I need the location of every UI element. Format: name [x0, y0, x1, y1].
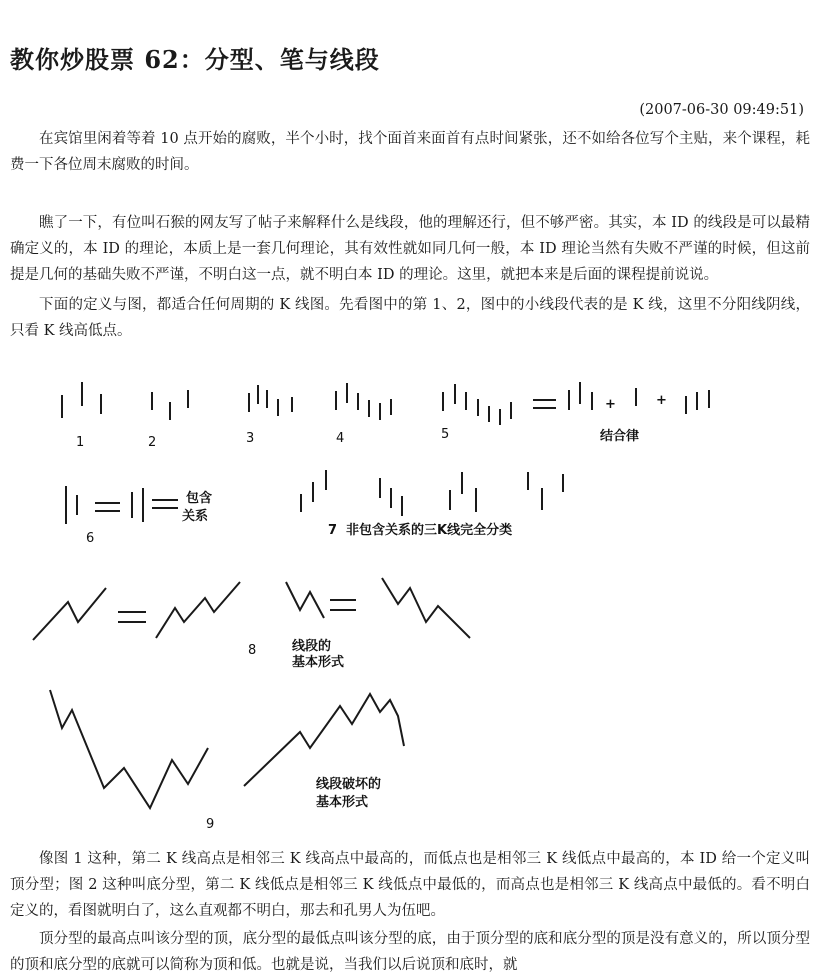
figure-number-8: 8 — [248, 643, 257, 658]
contain-label-line2: 关系 — [182, 509, 209, 524]
article-title: 教你炒股票 62：分型、笔与线段 — [10, 45, 380, 74]
combine-rule-label: 结合律 — [600, 429, 640, 444]
segment-label-line1: 线段的 — [292, 639, 332, 654]
non-containment-label: 非包含关系的三K线完全分类 — [346, 523, 513, 538]
fractal-figure — [0, 360, 818, 838]
plus-sign-2: + — [656, 393, 667, 408]
destruction-label-line2: 基本形式 — [316, 795, 369, 810]
figure-number-6: 6 — [86, 531, 95, 546]
figure-number-7: 7 — [328, 523, 338, 538]
figure-number-9: 9 — [206, 817, 215, 832]
paragraph-5: 顶分型的最高点叫该分型的顶，底分型的最低点叫该分型的底，由于顶分型的底和底分型的顶是没有意义的，所以顶分型的顶和底分型的底就可以简称为顶和低。也就是说，当我们以后说顶和底时，就 — [10, 931, 810, 973]
figure-number-4: 4 — [336, 431, 345, 446]
figure-number-3: 3 — [246, 431, 255, 446]
segment-label-line2: 基本形式 — [292, 655, 345, 670]
figure-number-5: 5 — [441, 427, 450, 442]
figure-number-2: 2 — [148, 435, 157, 450]
paragraph-4: 像图 1 这种，第二 K 线高点是相邻三 K 线高点中最高的，而低点也是相邻三 K 线低点中最高的，本 ID 给一个定义叫顶分型；图 2 这种叫底分型，第二 K 线低点是相邻三 K 线低点中最低的，而高点也是相邻三 K 线高点中最低的。看不明白定义的，看图就明白了，这么直观都不明白，那去和孔男人为伍吧。 — [10, 851, 810, 919]
plus-sign-1: + — [605, 397, 616, 412]
paragraph-1: 在宾馆里闲着等着 10 点开始的腐败，半个小时，找个面首来面首有点时间紧张，还不如给各位写个主贴，来个课程，耗费一下各位周末腐败的时间。 — [10, 131, 810, 173]
post-timestamp: (2007-06-30 09:49:51) — [639, 102, 804, 118]
destruction-label-line1: 线段破坏的 — [316, 777, 382, 792]
paragraph-2: 瞧了一下，有位叫石猴的网友写了帖子来解释什么是线段，他的理解还行，但不够严密。其实，本 ID 的线段是可以最精确定义的，本 ID 的理论，本质上是一套几何理论，其有效性就如同几何一般，本 ID 理论当然有失败不严谨的时候，但这前提是几何的基础失败不严谨，不明白这一点，就不明白本 ID 的理论。这里，就把本来是后面的课程提前说说。 — [10, 215, 810, 283]
contain-label-line1: 包含 — [186, 491, 213, 506]
figure-number-1: 1 — [76, 435, 85, 450]
paragraph-3: 下面的定义与图，都适合任何周期的 K 线图。先看图中的第 1、2，图中的小线段代表的是 K 线，这里不分阳线阴线，只看 K 线高低点。 — [10, 297, 810, 339]
